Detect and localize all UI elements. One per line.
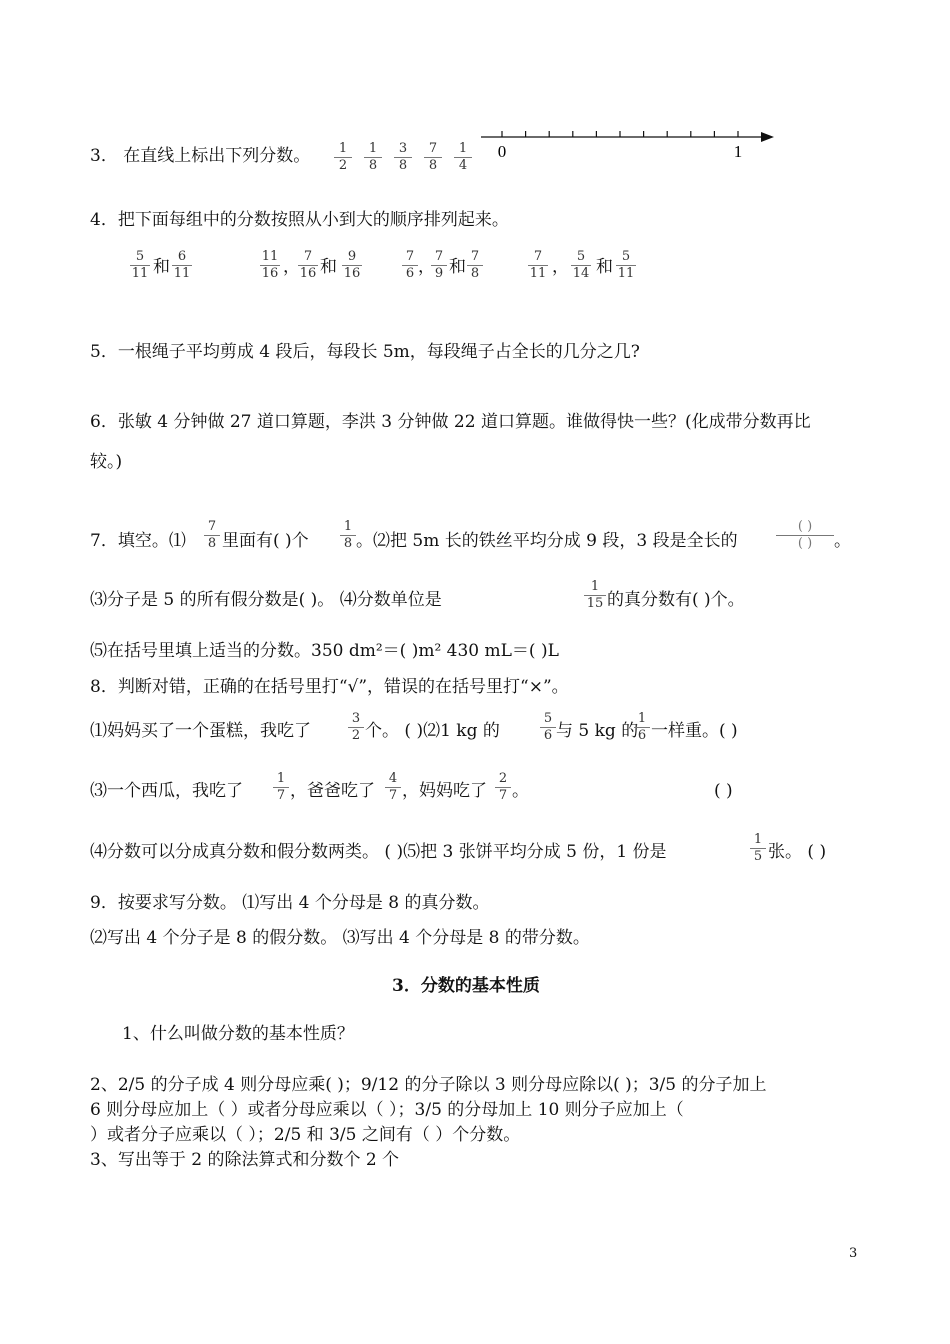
q7-blank-fraction[interactable]: ( ) ( ) xyxy=(776,520,834,551)
q7-text-d: 。 xyxy=(834,531,851,551)
q7-line2-a: ⑶分子是 5 的所有假分数是( )。 ⑷分数单位是 xyxy=(90,590,442,610)
q4-comma: ， xyxy=(283,257,300,277)
q8-fraction: 1 5 xyxy=(750,833,766,864)
section-q2-line3: ）或者分子应乘以（ ）；2/5 和 3/5 之间有（ ）个分数。 xyxy=(90,1125,521,1145)
q8-line1-d: 一样重。( ) xyxy=(651,721,738,741)
q8-line1-c: 与 5 kg 的 xyxy=(556,721,639,741)
q8-line2-d: 。 xyxy=(512,781,529,801)
q3-text: 3． 在直线上标出下列分数。 xyxy=(90,146,311,166)
q8-line1-b: 个。 ( )⑵1 kg 的 xyxy=(365,721,500,741)
q4-fraction: 5 11 xyxy=(131,249,149,281)
q8-line3-a: ⑷分数可以分成真分数和假分数两类。 ( )⑸把 3 张饼平均分成 5 份，1 份是 xyxy=(90,842,667,862)
number-line xyxy=(476,126,778,166)
section-q1: 1、什么叫做分数的基本性质？ xyxy=(122,1024,354,1044)
q4-and: 和 xyxy=(449,257,466,277)
q4-comma: ， xyxy=(552,257,569,277)
q8-fraction: 3 2 xyxy=(348,712,364,743)
q8-fraction: 1 6 xyxy=(634,712,650,743)
q4-fraction: 7 9 xyxy=(431,250,447,281)
q4-fraction: 7 8 xyxy=(467,250,483,281)
q6-text-line1: 6．张敏 4 分钟做 27 道口算题，李洪 3 分钟做 22 道口算题。谁做得快一些？(化成带分数再比 xyxy=(90,412,811,432)
q6-text-line2: 较。) xyxy=(90,452,123,472)
q8-title: 8．判断对错，正确的在括号里打“√”，错误的在括号里打“×”。 xyxy=(90,677,569,697)
q7-fraction: 1 8 xyxy=(340,520,356,551)
q8-fraction: 2 7 xyxy=(495,772,511,803)
number-line-one: 1 xyxy=(733,142,743,161)
q4-comma: ， xyxy=(418,257,435,277)
q3-fraction: 1 8 xyxy=(364,142,382,173)
page-number: 3 xyxy=(849,1246,858,1261)
q7-text-c: 。⑵把 5m 长的铁丝平均分成 9 段，3 段是全长的 xyxy=(356,531,738,551)
q8-line2-a: ⑶一个西瓜，我吃了 xyxy=(90,781,243,801)
q4-fraction: 7 11 xyxy=(529,249,547,281)
q3-fraction: 1 4 xyxy=(454,142,472,173)
section-q3: 3、写出等于 2 的除法算式和分数个 2 个 xyxy=(90,1150,400,1170)
q4-and: 和 xyxy=(320,257,337,277)
q4-fraction: 6 11 xyxy=(173,249,191,281)
q4-and: 和 xyxy=(596,257,613,277)
q8-fraction: 4 7 xyxy=(385,772,401,803)
q3-fraction: 1 2 xyxy=(334,142,352,173)
q4-fraction: 11 16 xyxy=(261,249,279,281)
q7-fraction: 7 8 xyxy=(204,520,220,551)
q8-fraction: 5 6 xyxy=(540,712,556,743)
q8-line2-b: ，爸爸吃了 xyxy=(290,781,375,801)
q9-line2: ⑵写出 4 个分子是 8 的假分数。 ⑶写出 4 个分母是 8 的带分数。 xyxy=(90,928,590,948)
q9-line1: 9．按要求写分数。 ⑴写出 4 个分母是 8 的真分数。 xyxy=(90,893,490,913)
section-q2-line1: 2、2/5 的分子成 4 则分母应乘( )；9/12 的分子除以 3 则分母应除以( )；3/5 的分子加上 xyxy=(90,1075,767,1095)
q7-line2-b: 的真分数有( )个。 xyxy=(607,590,745,610)
q4-text: 4．把下面每组中的分数按照从小到大的顺序排列起来。 xyxy=(90,210,509,230)
section-q2-line2: 6 则分母应加上（ ）或者分母应乘以（ ）；3/5 的分母加上 10 则分子应加上（ xyxy=(90,1100,684,1120)
q4-fraction: 5 11 xyxy=(617,249,635,281)
q4-fraction: 7 16 xyxy=(299,249,317,281)
q8-line1-a: ⑴妈妈买了一个蛋糕，我吃了 xyxy=(90,721,311,741)
q7-fraction: 1 15 xyxy=(584,580,606,611)
number-line-zero: 0 xyxy=(497,142,507,161)
q7-text-a: 7．填空。⑴ xyxy=(90,531,186,551)
q3-fraction: 3 8 xyxy=(394,142,412,173)
q8-fraction: 1 7 xyxy=(273,772,289,803)
q3-fraction: 7 8 xyxy=(424,142,442,173)
section-title: 3．分数的基本性质 xyxy=(392,976,540,996)
q4-fraction: 5 14 xyxy=(572,249,590,281)
q4-and: 和 xyxy=(153,257,170,277)
q7-text-b: 里面有( )个 xyxy=(222,531,309,551)
q8-line2-c: ，妈妈吃了 xyxy=(402,781,487,801)
q5-text: 5．一根绳子平均剪成 4 段后，每段长 5m，每段绳子占全长的几分之几? xyxy=(90,342,640,362)
q8-line2-e: ( ) xyxy=(714,781,733,801)
q8-line3-b: 张。 ( ) xyxy=(768,842,827,862)
q4-fraction: 7 6 xyxy=(402,250,418,281)
q7-line3: ⑸在括号里填上适当的分数。350 dm²＝( )m² 430 mL＝( )L xyxy=(90,641,559,661)
q4-fraction: 9 16 xyxy=(343,249,361,281)
